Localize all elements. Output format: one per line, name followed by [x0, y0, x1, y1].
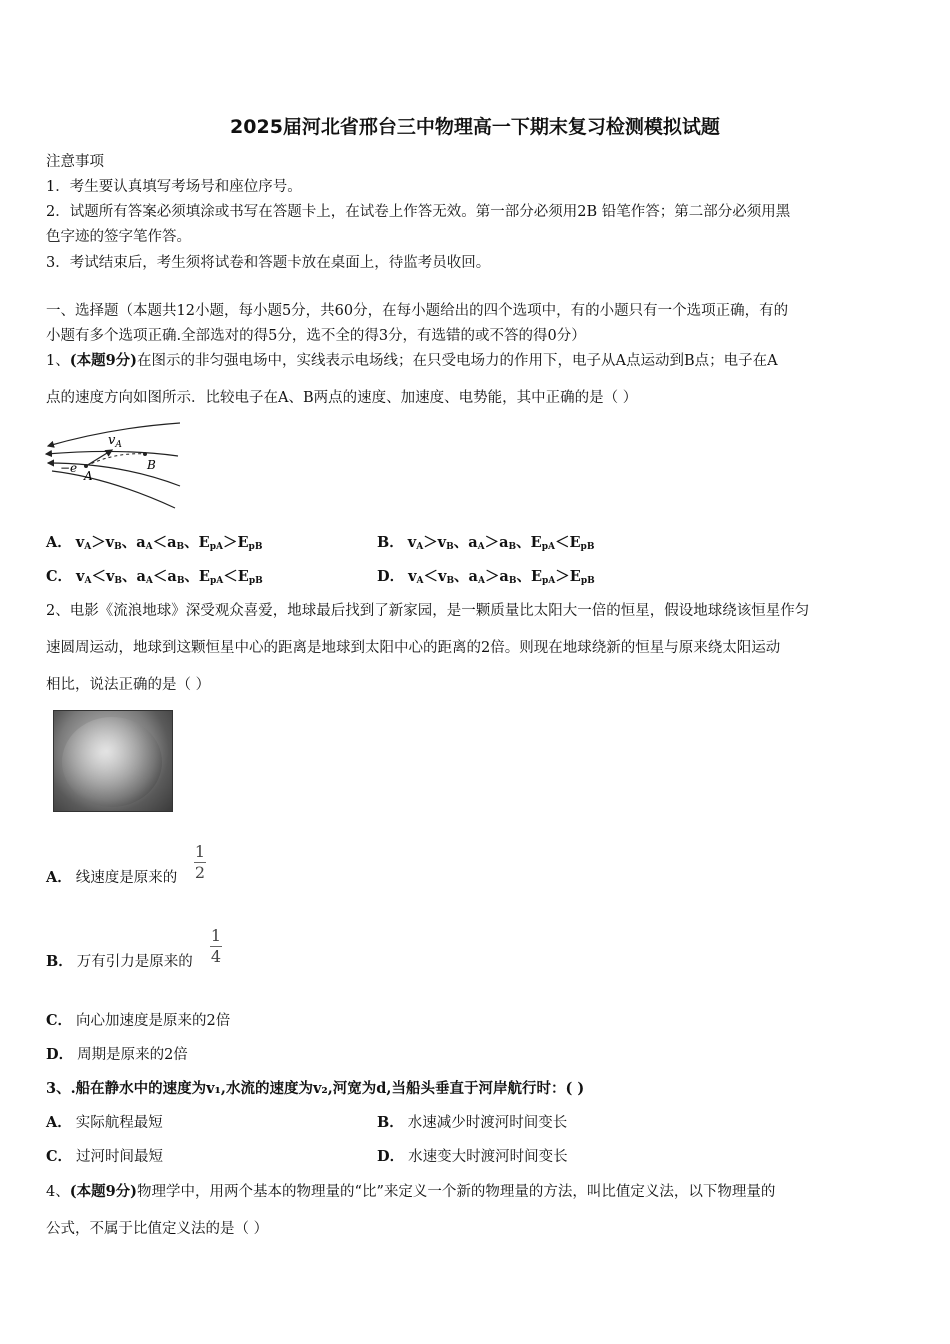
- question-text: 在图示的非匀强电场中，实线表示电场线；在只受电场力的作用下，电子从A点运动到B点；电子在A: [137, 353, 778, 369]
- field-line: [52, 471, 175, 508]
- velocity-label: $v_A$: [108, 433, 122, 450]
- question-2-stem-cont: 相比，说法正确的是（ ）: [46, 677, 211, 693]
- fraction-one-quarter: 1 4: [210, 926, 222, 966]
- point-b: [143, 452, 147, 456]
- page-title: 2025届河北省邢台三中物理高一下期末复习检测模拟试题: [230, 116, 720, 138]
- question-score: (本题9分): [69, 1183, 138, 1200]
- q2-option-d[interactable]: D． 周期是原来的2倍: [46, 1046, 188, 1063]
- question-2-stem-cont: 速圆周运动，地球到这颗恒星中心的距离是地球到太阳中心的距离的2倍。则现在地球绕新的恒星与原来绕太阳运动: [46, 640, 781, 656]
- q2-option-a[interactable]: A． 线速度是原来的: [46, 869, 178, 886]
- question-number: 1、: [46, 353, 70, 369]
- q3-option-a[interactable]: A． 实际航程最短: [46, 1114, 163, 1131]
- question-1-stem: [46, 351, 778, 371]
- question-3-stem: 3、.船在静水中的速度为v₁,水流的速度为v₂,河宽为d,当船头垂直于河岸航行时：( ): [46, 1080, 585, 1097]
- q1-option-a[interactable]: A． $v_A>v_B$、$a_A<a_B$、$E_{pA}>E_{pB}$: [46, 534, 263, 552]
- question-2-stem: 2、电影《流浪地球》深受观众喜爱，地球最后找到了新家园，是一颗质量比太阳大一倍的恒星，假设地球绕该恒星作匀: [46, 603, 810, 619]
- q3-option-c[interactable]: C． 过河时间最短: [46, 1148, 164, 1165]
- field-line: [46, 451, 178, 456]
- notice-item: 3．考试结束后，考生须将试卷和答题卡放在桌面上，待监考员收回。: [46, 255, 491, 271]
- q3-option-b[interactable]: B． 水速减少时渡河时间变长: [377, 1114, 568, 1131]
- electric-field-diagram: [40, 418, 190, 518]
- question-4-stem: [46, 1182, 775, 1202]
- q1-option-b[interactable]: B． $v_A>v_B$、$a_A>a_B$、$E_{pA}<E_{pB}$: [377, 534, 595, 552]
- q1-option-c[interactable]: C． $v_A<v_B$、$a_A<a_B$、$E_{pA}<E_{pB}$: [46, 568, 263, 586]
- question-number: 4、: [46, 1184, 70, 1200]
- notice-item: 1．考生要认真填写考场号和座位序号。: [46, 179, 302, 195]
- question-text: 物理学中，用两个基本的物理量的“比”来定义一个新的物理量的方法，叫比值定义法，以下物理量的: [137, 1184, 776, 1200]
- q1-option-d[interactable]: D． $v_A<v_B$、$a_A>a_B$、$E_{pA}>E_{pB}$: [377, 568, 595, 586]
- notice-heading: 注意事项: [46, 154, 104, 170]
- section-instructions: 一、选择题（本题共12小题，每小题5分，共60分，在每小题给出的四个选项中，有的小题只有一个选项正确，有的: [46, 303, 789, 319]
- notice-item: 2．试题所有答案必须填涂或书写在答题卡上，在试卷上作答无效。第一部分必须用2B 铅笔作答；第二部分必须用黑: [46, 204, 791, 220]
- point-a-label: A: [84, 469, 93, 483]
- star-image: [53, 710, 173, 812]
- section-instructions: 小题有多个选项正确.全部选对的得5分，选不全的得3分，有选错的或不答的得0分）: [46, 328, 586, 344]
- fraction-one-half: 1 2: [194, 842, 206, 882]
- question-4-stem-cont: 公式，不属于比值定义法的是（ ）: [46, 1221, 269, 1237]
- q2-option-b[interactable]: B． 万有引力是原来的: [46, 953, 193, 970]
- charge-label: −e: [60, 461, 78, 475]
- question-score: (本题9分): [69, 352, 138, 369]
- q2-option-c[interactable]: C． 向心加速度是原来的2倍: [46, 1012, 231, 1029]
- point-b-label: B: [147, 458, 156, 472]
- velocity-vector: [86, 450, 112, 466]
- notice-item: 色字迹的签字笔作答。: [46, 229, 191, 245]
- question-1-stem-cont: 点的速度方向如图所示．比较电子在A、B两点的速度、加速度、电势能，其中正确的是（ ）: [46, 390, 638, 406]
- point-a: [84, 464, 88, 468]
- q3-option-d[interactable]: D． 水速变大时渡河时间变长: [377, 1148, 568, 1165]
